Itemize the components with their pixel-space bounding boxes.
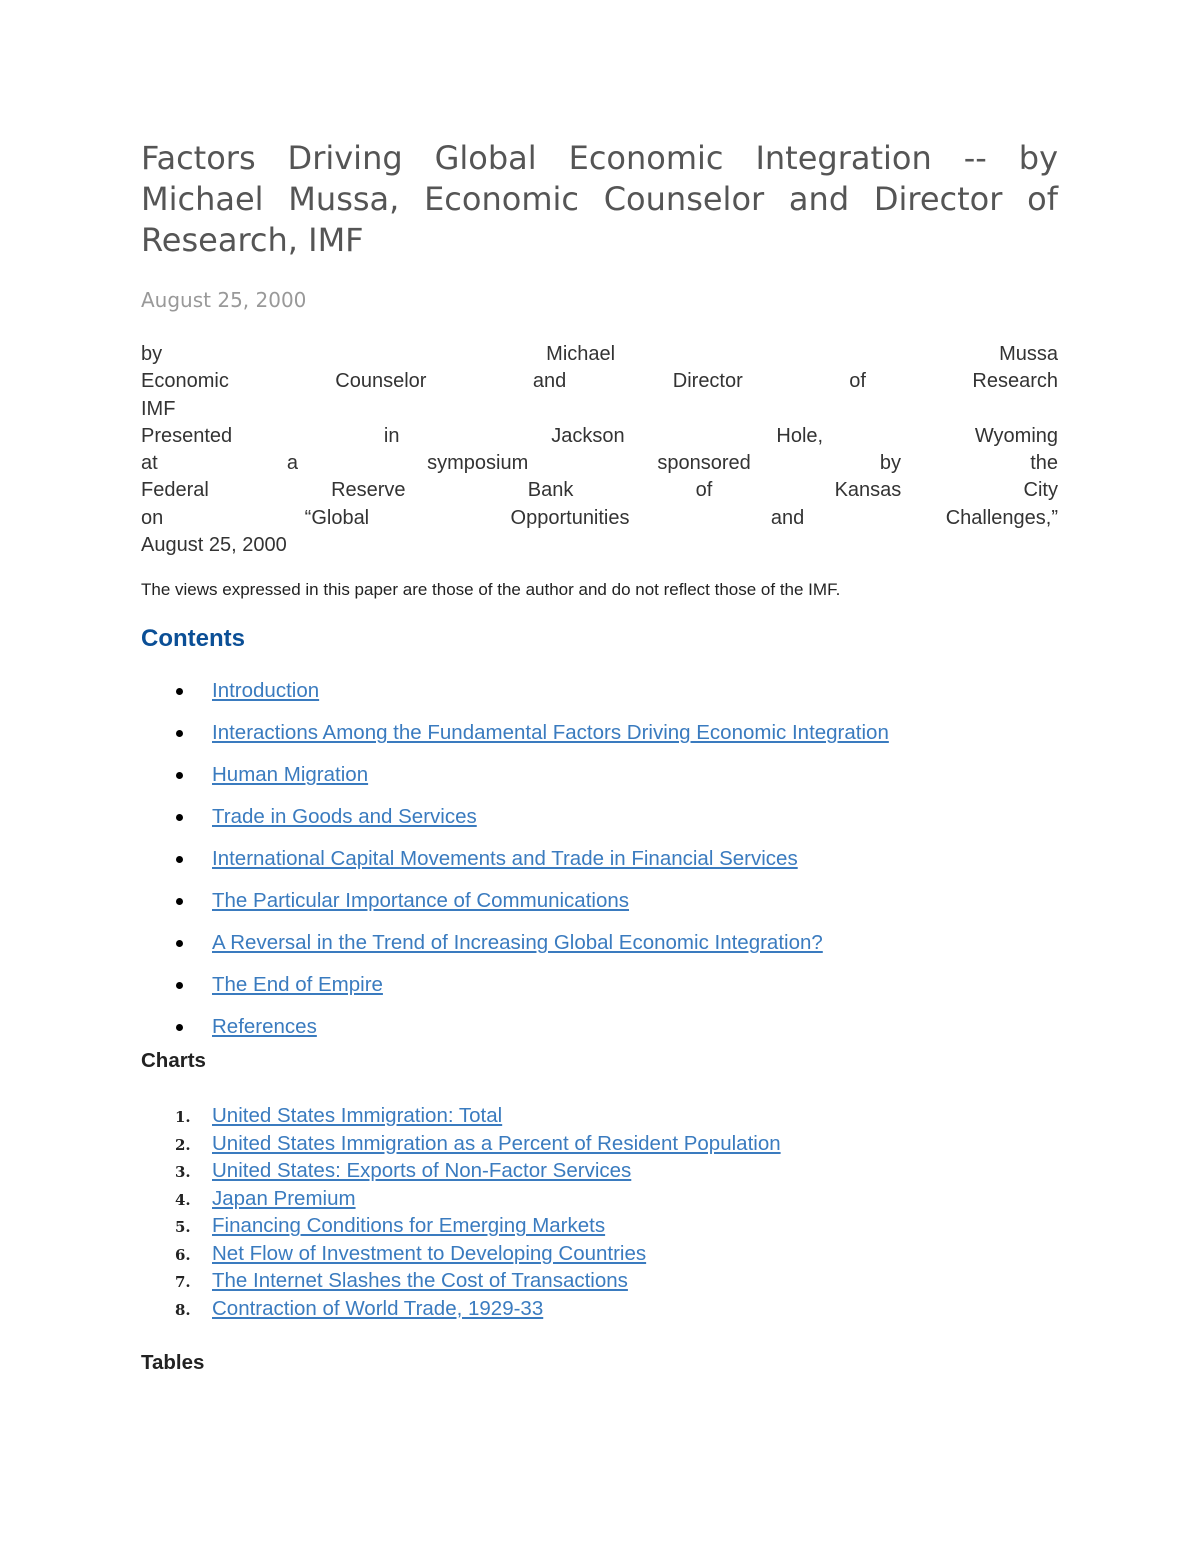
contents-link-end-of-empire[interactable]: The End of Empire [212,973,383,997]
contents-link-interactions[interactable]: Interactions Among the Fundamental Factors Driving Economic Integration [212,721,889,745]
list-number: 1. [175,1108,191,1127]
contents-item [141,971,1058,1013]
chart-item [141,1267,1058,1295]
publication-date: August 25, 2000 [141,288,307,312]
contents-link-references[interactable]: References [212,1015,317,1039]
contents-item [141,677,1058,719]
contents-heading: Contents [141,625,245,653]
chart-link-financing-conditions[interactable]: Financing Conditions for Emerging Markets [212,1214,606,1238]
contents-item [141,761,1058,803]
list-number: 6. [175,1245,191,1264]
chart-link-internet-cost[interactable]: The Internet Slashes the Cost of Transactions [212,1269,628,1293]
chart-link-world-trade[interactable]: Contraction of World Trade, 1929-33 [212,1296,544,1320]
chart-item [141,1102,1058,1130]
contents-item [141,1013,1058,1055]
charts-list [141,1102,1058,1322]
contents-link-introduction[interactable]: Introduction [212,679,320,703]
contents-link-capital-movements[interactable]: International Capital Movements and Trade in Financial Services [212,847,798,871]
document-page [141,138,1058,1377]
byline-line: Presented in Jackson Hole, Wyoming [141,424,1058,447]
contents-link-communications[interactable]: The Particular Importance of Communications [212,889,630,913]
byline-line: Federal Reserve Bank of Kansas City [141,479,1058,502]
contents-item [141,845,1058,887]
tables-heading: Tables [141,1351,205,1375]
bullet-icon [176,898,183,905]
list-number: 3. [175,1163,191,1182]
bullet-icon [176,688,183,695]
contents-link-trade[interactable]: Trade in Goods and Services [212,805,477,829]
disclaimer-text: The views expressed in this paper are those of the author and do not reflect those of the IMF. [141,580,841,600]
chart-item [141,1212,1058,1240]
list-number: 5. [175,1218,191,1237]
chart-item [141,1185,1058,1213]
bullet-icon [176,940,183,947]
list-number: 2. [175,1135,191,1154]
byline-line: Economic Counselor and Director of Research [141,370,1058,393]
charts-heading: Charts [141,1049,206,1073]
chart-item [141,1157,1058,1185]
list-number: 8. [175,1300,191,1319]
contents-item [141,803,1058,845]
contents-link-human-migration[interactable]: Human Migration [212,763,369,787]
bullet-icon [176,730,183,737]
list-number: 7. [175,1273,191,1292]
contents-item [141,929,1058,971]
bullet-icon [176,856,183,863]
chart-link-japan-premium[interactable]: Japan Premium [212,1186,356,1210]
list-number: 4. [175,1190,191,1209]
bullet-icon [176,814,183,821]
contents-link-reversal[interactable]: A Reversal in the Trend of Increasing Global Economic Integration? [212,931,823,955]
chart-link-exports-services[interactable]: United States: Exports of Non-Factor Services [212,1159,632,1183]
contents-item [141,887,1058,929]
chart-item [141,1130,1058,1158]
byline-block [141,341,1058,559]
chart-link-immigration-total[interactable]: United States Immigration: Total [212,1104,503,1128]
byline-line: IMF [141,397,176,420]
byline-line: at a symposium sponsored by the [141,452,1058,475]
contents-list [141,677,1058,1055]
byline-line: August 25, 2000 [141,534,287,557]
contents-item [141,719,1058,761]
byline-line: on “Global Opportunities and Challenges,” [141,506,1058,529]
bullet-icon [176,982,183,989]
chart-item [141,1295,1058,1323]
page-title: Factors Driving Global Economic Integration -- by Michael Mussa, Economic Counselor and Director of Research, IMF [141,139,1058,259]
byline-line: by Michael Mussa [141,343,1058,365]
chart-item [141,1240,1058,1268]
bullet-icon [176,772,183,779]
bullet-icon [176,1024,183,1031]
chart-link-net-flow[interactable]: Net Flow of Investment to Developing Countries [212,1241,647,1265]
chart-link-immigration-percent[interactable]: United States Immigration as a Percent of Resident Population [212,1131,781,1155]
